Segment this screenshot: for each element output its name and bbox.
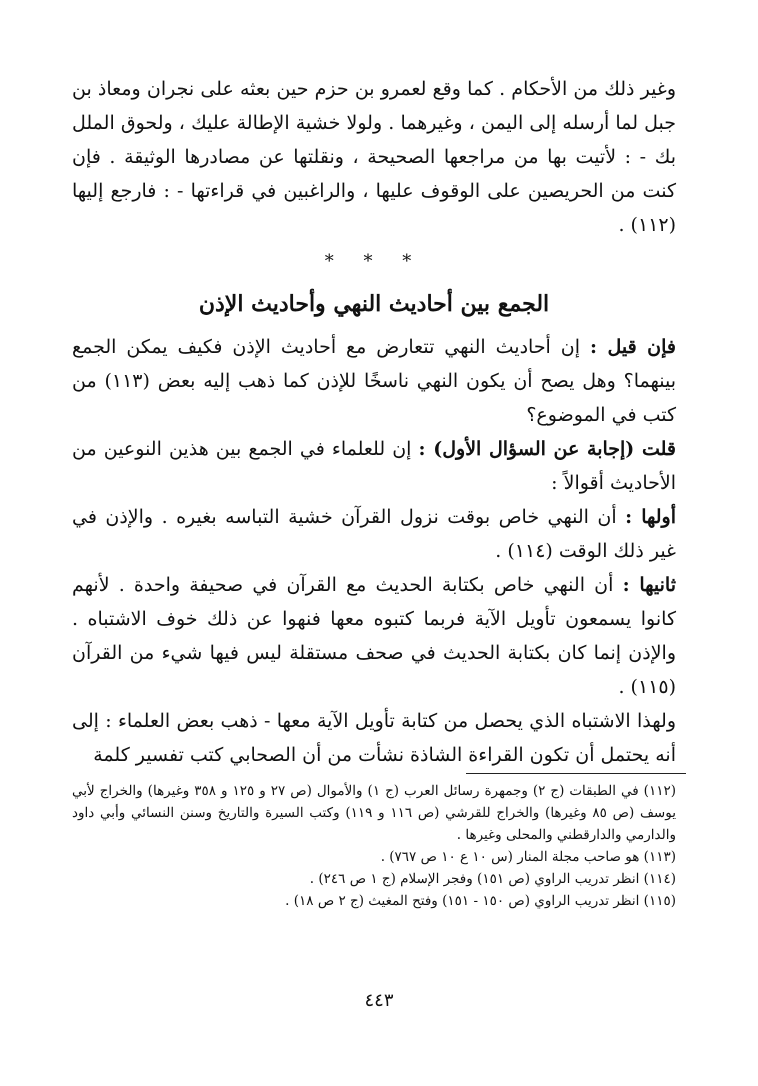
footnote-113: (١١٣) هو صاحب مجلة المنار (س ١٠ ع ١٠ ص ٧٦٧) . <box>380 849 676 865</box>
footnote-114: (١١٤) انظر تدريب الراوي (ص ١٥١) وفجر الإسلام (ج ١ ص ٢٤٦) . <box>309 871 676 887</box>
question-paragraph <box>72 330 676 432</box>
answer-paragraph <box>72 432 676 500</box>
page-number: ٤٤٣ <box>364 990 394 1011</box>
second-opinion-paragraph <box>72 568 676 704</box>
answer-lead: قلت (إجابة عن السؤال الأول) : <box>418 438 676 460</box>
second-opinion-lead: ثانيها : <box>622 574 676 596</box>
first-opinion-paragraph <box>72 500 676 568</box>
question-lead: فإن قيل : <box>589 336 676 358</box>
footnote-115: (١١٥) انظر تدريب الراوي (ص ١٥٠ - ١٥١) وفتح المغيث (ج ٢ ص ١٨) . <box>285 893 676 909</box>
page-body <box>72 72 676 772</box>
footnotes <box>72 780 676 912</box>
footnote-112: (١١٢) في الطبقات (ج ٢) وجمهرة رسائل العرب (ج ١) والأموال (ص ٢٧ و ١٢٥ و ٣٥٨ وغيرها) والخراج لأبي يوسف (ص ٨٥ وغيرها) والخراج للقرشي (ص ١١٦ و ١١٩) وكتب السيرة والتاريخ وسنن النسائي وأبي داود والدارمي والدارقطني والمحلى وغيرها . <box>72 783 676 843</box>
closing-paragraph: ولهذا الاشتباه الذي يحصل من كتابة تأويل الآية معها - ذهب بعض العلماء : إلى أنه يحتمل أن تكون القراءة الشاذة نشأت من أن الصحابي كتب تفسير كلمة <box>72 710 676 766</box>
answer-text: إن للعلماء في الجمع بين هذين النوعين من الأحاديث أقوالاً : <box>72 438 676 494</box>
first-opinion-text: أن النهي خاص بوقت نزول القرآن خشية التباسه بغيره . والإذن في غير ذلك الوقت (١١٤) . <box>72 506 676 562</box>
first-opinion-lead: أولها : <box>625 506 676 528</box>
footnote-divider <box>466 773 686 774</box>
intro-paragraph: وغير ذلك من الأحكام . كما وقع لعمرو بن حزم حين بعثه على نجران ومعاذ بن جبل لما أرسله إلى اليمن ، وغيرهما . ولولا خشية الإطالة عليك ، ولحوق الملل بك - : لأتيت بها من مراجعها الصحيحة ، ونقلتها عن مصادرها الوثيقة . فإن كنت من الحريصين على الوقوف عليها ، والراغبين في قراءتها - : فارجع إليها (١١٢) . <box>72 78 676 236</box>
second-opinion-text: أن النهي خاص بكتابة الحديث مع القرآن في صحيفة واحدة . لأنهم كانوا يسمعون تأويل الآية فربما كتبوه معها فنهوا عن ذلك خوف الاشتباه . والإذن إنما كان بكتابة الحديث في صحف مستقلة ليس فيها شيء من القرآن (١١٥) . <box>72 574 676 698</box>
section-separator: * * * <box>324 251 424 272</box>
question-text: إن أحاديث النهي تتعارض مع أحاديث الإذن فكيف يمكن الجمع بينهما؟ وهل يصح أن يكون النهي ناسخًا للإذن كما ذهب إليه بعض (١١٣) من كتب في الموضوع؟ <box>72 336 676 426</box>
section-heading: الجمع بين أحاديث النهي وأحاديث الإذن <box>198 291 550 317</box>
